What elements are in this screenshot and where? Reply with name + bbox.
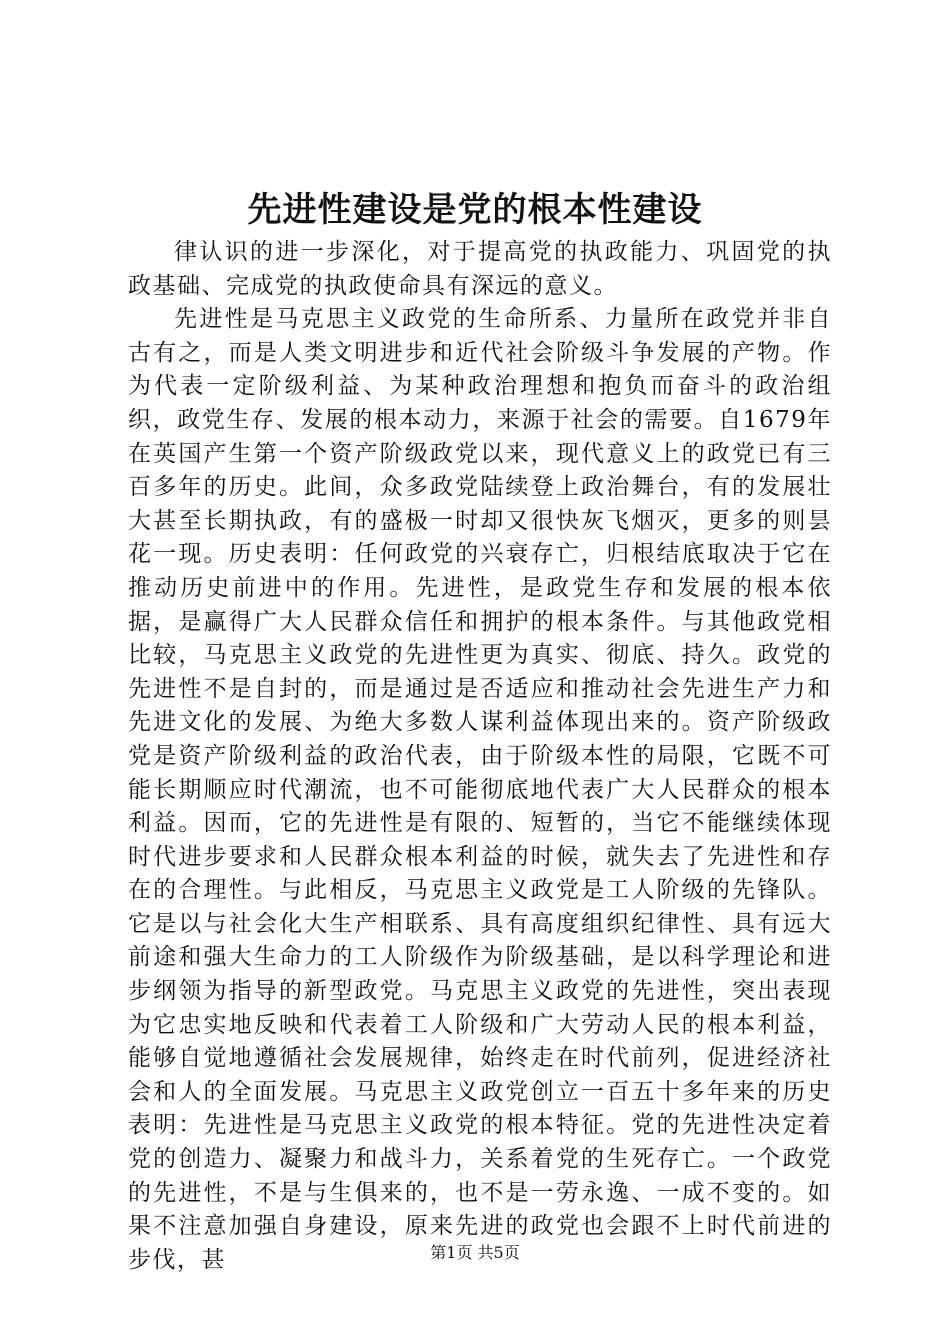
paragraph-1: 律认识的进一步深化，对于提高党的执政能力、巩固党的执政基础、完成党的执政使命具有深远的意义。 xyxy=(128,239,832,299)
page-number-footer: 第1页 共5页 xyxy=(430,1243,520,1262)
document-body xyxy=(128,236,832,1277)
paragraph-2: 先进性是马克思主义政党的生命所系、力量所在政党并非自古有之，而是人类文明进步和近代社会阶级斗争发展的产物。作为代表一定阶级利益、为某种政治理想和抱负而奋斗的政治组织，政党生存、发展的根本动力，来源于社会的需要。自1679年在英国产生第一个资产阶级政党以来，现代意义上的政党已有三百多年的历史。此间，众多政党陆续登上政治舞台，有的发展壮大甚至长期执政，有的盛极一时却又很快灰飞烟灭，更多的则昙花一现。历史表明：任何政党的兴衰存亡，归根结底取决于它在推动历史前进中的作用。先进性，是政党生存和发展的根本依据，是赢得广大人民群众信任和拥护的根本条件。与其他政党相比较，马克思主义政党的先进性更为真实、彻底、持久。政党的先进性不是自封的，而是通过是否适应和推动社会先进生产力和先进文化的发展、为绝大多数人谋利益体现出来的。资产阶级政党是资产阶级利益的政治代表，由于阶级本性的局限，它既不可能长期顺应时代潮流，也不可能彻底地代表广大人民群众的根本利益。因而，它的先进性是有限的、短暂的，当它不能继续体现时代进步要求和人民群众根本利益的时候，就失去了先进性和存在的合理性。与此相反，马克思主义政党是工人阶级的先锋队。它是以与社会化大生产相联系、具有高度组织纪律性、具有远大前途和强大生命力的工人阶级作为阶级基础，是以科学理论和进步纲领为指导的新型政党。马克思主义政党的先进性，突出表现为它忠实地反映和代表着工人阶级和广大劳动人民的根本利益，能够自觉地遵循社会发展规律，始终走在时代前列，促进经济社会和人的全面发展。马克思主义政党创立一百五十多年来的历史表明：先进性是马克思主义政党的根本特征。党的先进性决定着党的创造力、凝聚力和战斗力，关系着党的生死存亡。一个政党的先进性，不是与生俱来的，也不是一劳永逸、一成不变的。如果不注意加强自身建设，原来先进的政党也会跟不上时代前进的步伐，甚 xyxy=(128,306,832,1273)
document-title: 先进性建设是党的根本性建设 xyxy=(247,190,703,230)
